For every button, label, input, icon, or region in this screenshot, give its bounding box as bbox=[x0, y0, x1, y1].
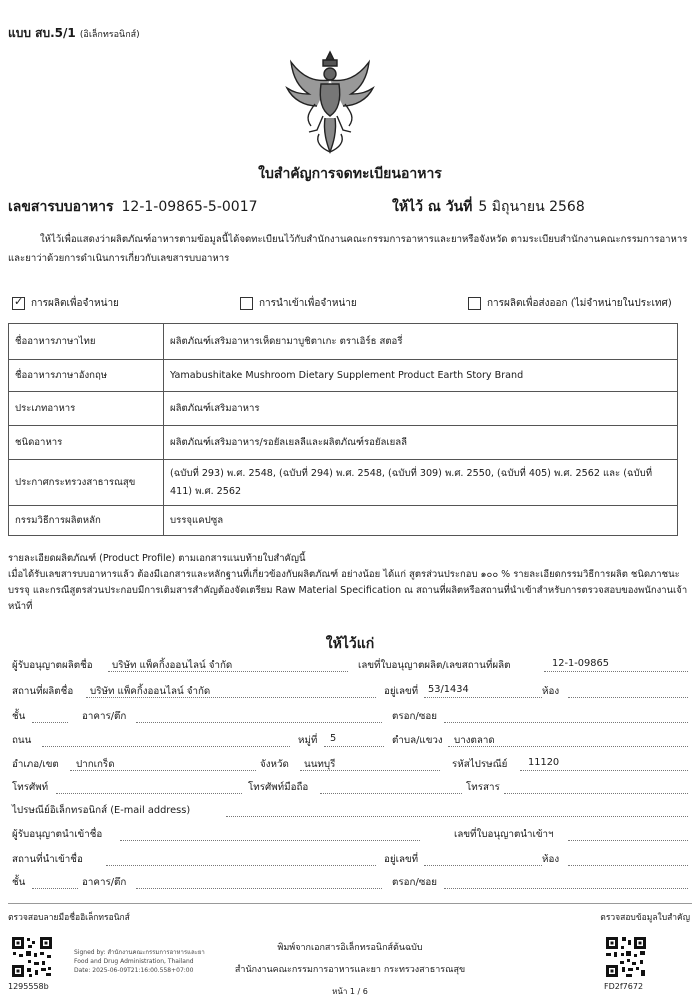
ministry-notification-value: (ฉบับที่ 293) พ.ศ. 2548, (ฉบับที่ 294) พ.ศ. 2548, (ฉบับที่ 309) พ.ศ. 2550, (ฉบับที่ 405) พ.ศ. 2562 และ (ฉบับที่ 411) พ.ศ. 2562 bbox=[164, 460, 678, 506]
qr-left-code: 1295558b bbox=[8, 982, 49, 991]
issued-label: ให้ไว้ ณ วันที่ bbox=[392, 199, 473, 215]
process-value: บรรจุแคปซูล bbox=[164, 506, 678, 536]
road-label: ถนน bbox=[12, 735, 32, 746]
english-name-value: Yamabushitake Mushroom Dietary Supplement Product Earth Story Brand bbox=[164, 360, 678, 392]
form-code-note: (อิเล็กทรอนิกส์) bbox=[79, 30, 140, 40]
intro-paragraph: ให้ไว้เพื่อแสดงว่าผลิตภัณฑ์อาหารตามข้อมูลนี้ได้จดทะเบียนไว้กับสำนักงานคณะกรรมการอาหารและยาหรือจังหวัด ตามระเบียบสำนักงานคณะกรรมการอาหารและยาว่าด้วยการดำเนินการเกี่ยวกับเลขสารบบอาหาร bbox=[8, 234, 688, 264]
moo-label: หมู่ที่ bbox=[298, 735, 318, 746]
thai-name-value: ผลิตภัณฑ์เสริมอาหารเห็ดยามาบูชิตาเกะ ตราเอิร์ธ สตอรี่ bbox=[164, 324, 678, 360]
issued-date-row bbox=[392, 196, 585, 218]
food-type-value: ผลิตภัณฑ์เสริมอาหาร/รอยัลเยลลีและผลิตภัณฑ์รอยัลเยลลี bbox=[164, 426, 678, 460]
phone-row bbox=[8, 778, 688, 798]
checkbox-label: การนำเข้าเพื่อจำหน่าย bbox=[259, 298, 357, 309]
licensee-name: บริษัท แพ็คกิ้งออนไลน์ จำกัด bbox=[112, 660, 233, 671]
table-row bbox=[9, 324, 678, 360]
food-info-table bbox=[8, 323, 678, 536]
import-room-label: ห้อง bbox=[542, 854, 560, 865]
import-site-row bbox=[8, 850, 688, 870]
food-category-label: ประเภทอาหาร bbox=[9, 392, 164, 426]
checkbox-box bbox=[12, 297, 25, 310]
signed-agency: Food and Drug Administration, Thailand bbox=[74, 958, 194, 965]
licensee-row bbox=[8, 656, 688, 676]
product-profile-note bbox=[8, 551, 690, 615]
subdistrict-label: ตำบล/แขวง bbox=[392, 735, 443, 746]
form-code bbox=[8, 24, 140, 43]
garuda-emblem-icon bbox=[285, 48, 375, 156]
license-no: 12-1-09865 bbox=[552, 658, 609, 669]
food-type-label: ชนิดอาหาร bbox=[9, 426, 164, 460]
footer-divider bbox=[8, 903, 692, 904]
checkbox-import[interactable] bbox=[240, 296, 357, 311]
postcode-label: รหัสไปรษณีย์ bbox=[452, 759, 508, 770]
importer-label: ผู้รับอนุญาตนำเข้าชื่อ bbox=[12, 829, 103, 840]
site-row bbox=[8, 682, 688, 702]
import-license-label: เลขที่ใบอนุญาตนำเข้าฯ bbox=[454, 829, 554, 840]
import-building-label: อาคาร/ตึก bbox=[82, 877, 127, 888]
profile-line-2: เมื่อได้รับเลขสารบบอาหารแล้ว ต้องมีเอกสารและหลักฐานที่เกี่ยวข้องกับผลิตภัณฑ์ อย่างน้อย ได้แก่ สูตรส่วนประกอบ ๑๐๐ % รายละเอียดกรรมวิธีการผลิต ชนิดภาชนะบรรจุ และกรณีสูตรส่วนประกอบมีการเติมสารสำคัญต้องจัดเตรียม Raw Material Specification ณ สถานที่ผลิตหรือสถานที่นำเข้าสำหรับการตรวจสอบของพนักงานเจ้าหน้าที่ bbox=[8, 569, 688, 612]
checkbox-export[interactable] bbox=[468, 296, 672, 311]
process-label: กรรมวิธีการผลิตหลัก bbox=[9, 506, 164, 536]
building-label: อาคาร/ตึก bbox=[82, 711, 127, 722]
site-label: สถานที่ผลิตชื่อ bbox=[12, 686, 74, 697]
qr-right-code: FD2f7672 bbox=[604, 982, 644, 991]
license-no-label: เลขที่ใบอนุญาตผลิต/เลขสถานที่ผลิต bbox=[358, 660, 511, 671]
table-row bbox=[9, 360, 678, 392]
floor-label: ชั้น bbox=[12, 711, 26, 722]
qr-code-icon[interactable] bbox=[604, 935, 648, 979]
registration-number-row bbox=[8, 196, 258, 218]
importer-row bbox=[8, 825, 688, 845]
verify-certificate-label: ตรวจสอบข้อมูลใบสำคัญ bbox=[600, 913, 690, 923]
mobile-label: โทรศัพท์มือถือ bbox=[248, 782, 309, 793]
site-name: บริษัท แพ็คกิ้งออนไลน์ จำกัด bbox=[90, 686, 211, 697]
email-row bbox=[8, 801, 688, 821]
purpose-checkboxes bbox=[8, 296, 692, 316]
document-title: ใบสำคัญการจดทะเบียนอาหาร bbox=[258, 166, 442, 182]
thai-name-label: ชื่ออาหารภาษาไทย bbox=[9, 324, 164, 360]
ministry-notification-label: ประกาศกระทรวงสาธารณสุข bbox=[9, 460, 164, 506]
profile-line-1: รายละเอียดผลิตภัณฑ์ (Product Profile) ตามเอกสารแนบท้ายใบสำคัญนี้ bbox=[8, 553, 306, 564]
addr-no: 53/1434 bbox=[428, 684, 469, 695]
table-row bbox=[9, 506, 678, 536]
moo: 5 bbox=[330, 733, 337, 744]
checkbox-box bbox=[468, 297, 481, 310]
check-mark-icon: ✓ bbox=[14, 295, 24, 308]
table-row bbox=[9, 460, 678, 506]
grant-title: ให้ไว้แก่ bbox=[325, 636, 375, 652]
agency-name: สำนักงานคณะกรรมการอาหารและยา กระทรวงสาธารณสุข bbox=[234, 965, 466, 975]
floor-row bbox=[8, 707, 688, 727]
road-row bbox=[8, 731, 688, 751]
postcode: 11120 bbox=[528, 757, 560, 768]
food-category-value: ผลิตภัณฑ์เสริมอาหาร bbox=[164, 392, 678, 426]
import-alley-label: ตรอก/ซอย bbox=[392, 877, 438, 888]
licensee-label: ผู้รับอนุญาตผลิตชื่อ bbox=[12, 660, 93, 671]
district: ปากเกร็ด bbox=[76, 759, 115, 770]
verify-signature-label: ตรวจสอบลายมือชื่ออิเล็กทรอนิกส์ bbox=[8, 913, 130, 923]
signed-by: Signed by: สำนักงานคณะกรรมการอาหารและยา bbox=[74, 949, 205, 956]
issued-date: 5 มิถุนายน 2568 bbox=[478, 199, 585, 215]
province-label: จังหวัด bbox=[260, 759, 289, 770]
form-code-text: แบบ สบ.5/1 bbox=[8, 26, 76, 40]
page-number: หน้า 1 / 6 bbox=[332, 987, 368, 996]
table-row bbox=[9, 426, 678, 460]
english-name-label: ชื่ออาหารภาษาอังกฤษ bbox=[9, 360, 164, 392]
room-label: ห้อง bbox=[542, 686, 560, 697]
registration-label: เลขสารบบอาหาร bbox=[8, 199, 114, 215]
print-note: พิมพ์จากเอกสารอิเล็กทรอนิกส์ต้นฉบับ bbox=[277, 943, 423, 953]
alley-label: ตรอก/ซอย bbox=[392, 711, 438, 722]
district-label: อำเภอ/เขต bbox=[12, 759, 59, 770]
table-row bbox=[9, 392, 678, 426]
signed-date: Date: 2025-06-09T21:16:00.558+07:00 bbox=[74, 967, 194, 974]
subdistrict: บางตลาด bbox=[454, 735, 495, 746]
checkbox-box bbox=[240, 297, 253, 310]
registration-number: 12-1-09865-5-0017 bbox=[121, 199, 258, 215]
checkbox-label: การผลิตเพื่อส่งออก (ไม่จำหน่ายในประเทศ) bbox=[487, 298, 672, 309]
fax-label: โทรสาร bbox=[466, 782, 500, 793]
import-floor-row bbox=[8, 873, 688, 893]
addr-no-label: อยู่เลขที่ bbox=[384, 686, 419, 697]
province: นนทบุรี bbox=[304, 759, 336, 770]
district-row bbox=[8, 755, 688, 775]
import-site-label: สถานที่นำเข้าชื่อ bbox=[12, 854, 83, 865]
email-label: ไปรษณีย์อิเล็กทรอนิกส์ (E-mail address) bbox=[12, 805, 191, 816]
checkbox-label: การผลิตเพื่อจำหน่าย bbox=[31, 298, 119, 309]
import-floor-label: ชั้น bbox=[12, 877, 26, 888]
checkbox-manufacture[interactable] bbox=[12, 296, 119, 311]
import-addr-no-label: อยู่เลขที่ bbox=[384, 854, 419, 865]
phone-label: โทรศัพท์ bbox=[12, 782, 49, 793]
